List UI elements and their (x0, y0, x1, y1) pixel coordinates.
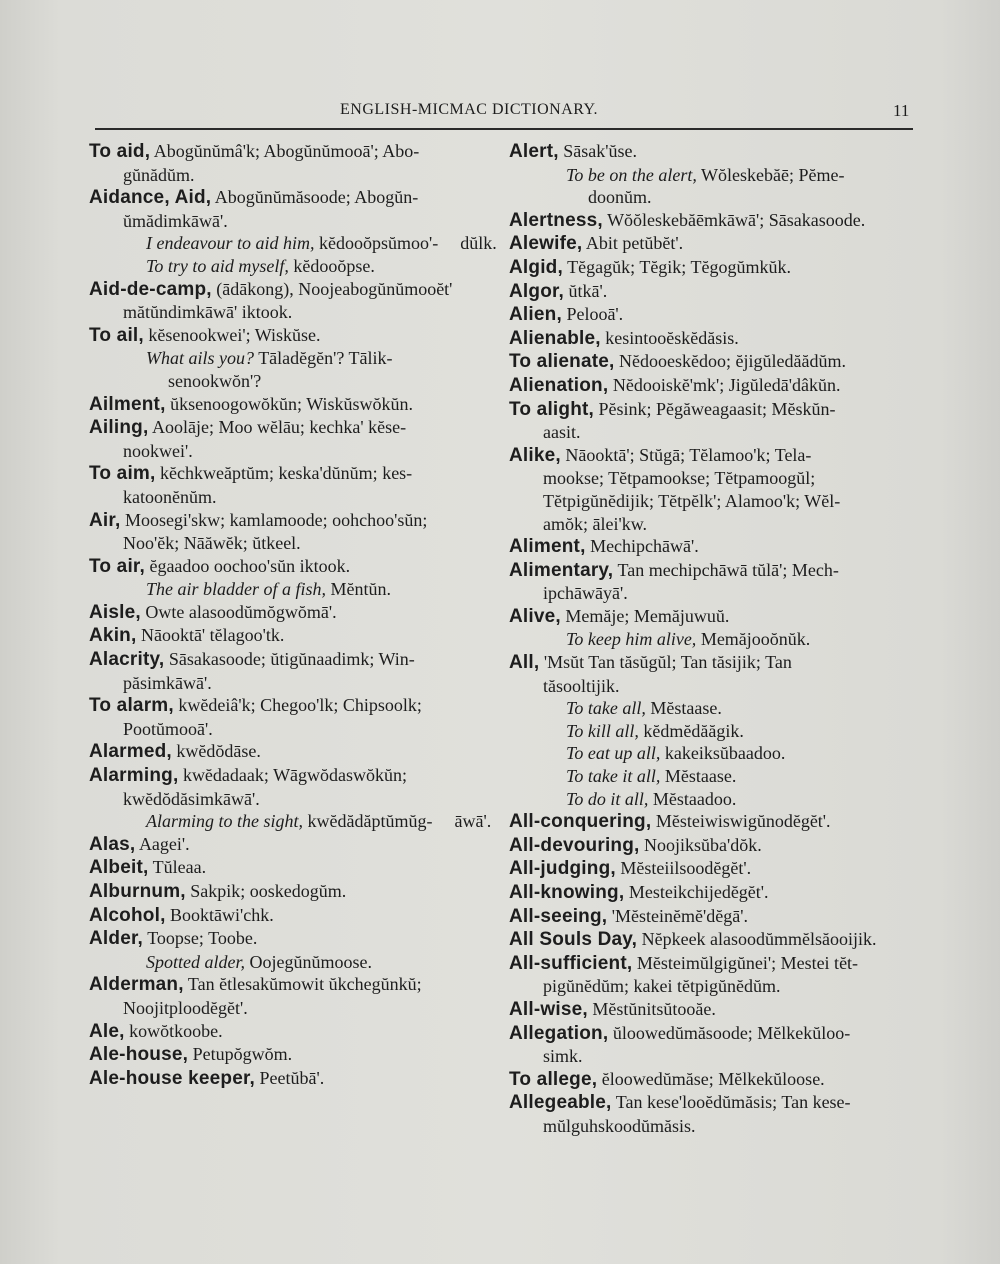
entry-headword: All-sufficient, (509, 952, 633, 974)
dictionary-entry (90, 624, 500, 648)
entry-headword: To allege, (509, 1068, 598, 1090)
dictionary-entry (90, 904, 500, 928)
page-number: 11 (893, 101, 910, 120)
dictionary-entry (510, 605, 922, 629)
definition-text: kowŏtkoobe. (129, 1020, 223, 1041)
dictionary-entry (90, 1067, 500, 1091)
definition-text: Pelooā'. (566, 304, 624, 325)
dictionary-entry (90, 648, 500, 694)
dictionary-entry (90, 555, 500, 579)
definition-text: Petupŏgwŏm. (192, 1044, 293, 1065)
entry-headword: Alas, (89, 833, 136, 855)
dictionary-entry (90, 764, 500, 810)
left-column (90, 140, 500, 1090)
dictionary-entry (90, 927, 500, 951)
entry-headword: To aim, (89, 463, 156, 485)
definition-continuation: pigŭnĕdŭm; kakei tĕtpigŭnĕdŭm. (543, 976, 781, 997)
definition-text: kakeiksŭbaadoo. (664, 743, 786, 764)
entry-headword: To aid, (89, 141, 151, 162)
dictionary-entry (510, 1022, 922, 1068)
definition-continuation: senookwŏn'? (168, 370, 262, 391)
example-english: To take all, (566, 698, 646, 719)
definition-text: kĕdooŏpsŭmoo'- (318, 233, 439, 254)
example-phrase (510, 742, 922, 765)
definition-text: Mĕsteimŭlgigŭnei'; Mestei tĕt- (636, 952, 859, 973)
entry-headword: All-wise, (509, 998, 588, 1020)
dictionary-entry (510, 327, 922, 351)
entry-headword: Aid-de-camp, (89, 278, 212, 300)
running-head: ENGLISH-MICMAC DICTIONARY. (340, 101, 599, 118)
entry-headword: Aidance, Aid, (89, 187, 212, 209)
definition-text: Aoolāje; Moo wĕlāu; kechka' kĕse- (151, 417, 407, 438)
example-phrase (90, 951, 500, 974)
dictionary-entry (510, 535, 922, 559)
definition-text: Sāsakasoode; ŭtigŭnaadimk; Win- (168, 649, 415, 670)
entry-headword: All-knowing, (509, 882, 625, 903)
definition-continuation: dŭlk. (460, 233, 497, 254)
definition-continuation: amŏk; ālei'kw. (543, 513, 648, 534)
entry-headword: All-seeing, (509, 905, 608, 927)
definition-text: Memăjooŏnŭk. (700, 629, 811, 650)
dictionary-entry (510, 209, 922, 233)
definition-text: (ādākong), Noojeabogŭnŭmooĕt' (216, 278, 453, 299)
dictionary-entry (90, 393, 500, 417)
definition-continuation: Tĕtpigŭnĕdijik; Tĕtpĕlk'; Alamoo'k; Wĕl- (543, 490, 841, 511)
entry-headword: Alarming, (89, 765, 179, 787)
definition-text: Tan kese'looĕdŭmăsis; Tan kese- (615, 1092, 851, 1113)
definition-continuation: nookwei'. (123, 440, 193, 461)
example-phrase (90, 810, 500, 833)
dictionary-entry (90, 278, 500, 324)
dictionary-entry (510, 834, 922, 858)
entry-headword: Ailment, (89, 393, 166, 415)
definition-text: kĕsenookwei'; Wiskŭse. (148, 324, 321, 345)
definition-text: Mechipchāwā'. (590, 536, 699, 557)
example-english: To eat up all, (566, 743, 661, 764)
entry-headword: Alderman, (89, 974, 184, 996)
definition-text: Aagei'. (138, 833, 190, 854)
entry-headword: Ale, (89, 1020, 125, 1042)
dictionary-entry (510, 952, 922, 998)
dictionary-entry (90, 740, 500, 764)
definition-text: Abit petŭbĕt'. (585, 233, 684, 254)
entry-headword: Allegation, (509, 1022, 609, 1044)
example-phrase (510, 628, 922, 651)
example-english: To do it all, (566, 788, 649, 809)
definition-continuation: doonŭm. (588, 187, 652, 208)
entry-headword: Alarmed, (89, 741, 172, 763)
definition-text: Mĕsteiwiswigŭnodĕgĕt'. (655, 811, 831, 832)
definition-continuation: simk. (543, 1046, 583, 1067)
entry-headword: Alert, (509, 141, 559, 162)
definition-text: ŭksenoogowŏkŭn; Wiskŭswŏkŭn. (170, 393, 414, 414)
definition-text: kwĕdădăptŭmŭg- (307, 811, 433, 832)
dictionary-entry (510, 881, 922, 905)
definition-text: Tŭleaa. (152, 857, 207, 878)
definition-text: 'Mĕsteinĕmĕ'dĕgā'. (611, 905, 748, 926)
right-column (510, 140, 922, 1138)
dictionary-entry (90, 1043, 500, 1067)
example-english: To kill all, (566, 720, 639, 741)
definition-text: Tan ĕtlesakŭmowit ŭkchegŭnkŭ; (187, 974, 422, 995)
definition-text: Nĕdooiskĕ'mk'; Jigŭledā'dâkŭn. (612, 374, 841, 395)
example-phrase (90, 347, 500, 392)
definition-text: kĕchkweăptŭm; keska'dŭnŭm; kes- (160, 463, 413, 484)
dictionary-entry (510, 651, 922, 697)
definition-text: Abogŭnŭmăsoode; Abogŭn- (214, 187, 419, 208)
entry-headword: All-judging, (509, 858, 616, 880)
definition-text: Mĕstŭnitsŭtooăe. (592, 998, 716, 1019)
entry-headword: Alertness, (509, 209, 603, 231)
definition-continuation: āwā'. (454, 811, 492, 832)
definition-text: ŭtkā'. (568, 280, 608, 301)
definition-text: Oojegŭnŭmoose. (249, 951, 372, 972)
entry-headword: To alienate, (509, 351, 615, 373)
example-english: To try to aid myself, (146, 255, 289, 276)
entry-headword: To air, (89, 555, 145, 577)
example-english: The air bladder of a fish, (146, 579, 327, 600)
dictionary-entry (510, 256, 922, 280)
definition-text: Mĕstaase. (650, 698, 722, 719)
entry-headword: Alive, (509, 605, 561, 627)
dictionary-entry (510, 444, 922, 535)
definition-text: Wŏŏleskebăēmkāwā'; Sāsakasoode. (607, 209, 866, 230)
definition-text: kwĕdadaak; Wāgwŏdaswŏkŭn; (182, 765, 408, 786)
definition-continuation: mŭlguhskoodŭmăsis. (543, 1115, 696, 1136)
dictionary-entry (90, 1020, 500, 1044)
dictionary-entry (510, 350, 922, 374)
example-phrase (510, 788, 922, 811)
definition-text: Mĕstaadoo. (652, 788, 737, 809)
entry-headword: Alienable, (509, 327, 601, 349)
definition-text: Nāooktā' tĕlagoo'tk. (140, 625, 285, 646)
example-english: To be on the alert, (566, 164, 697, 185)
dictionary-entry (90, 694, 500, 740)
example-phrase (510, 697, 922, 720)
dictionary-entry (510, 232, 922, 256)
dictionary-entry (510, 857, 922, 881)
entry-headword: All-devouring, (509, 834, 640, 856)
definition-text: Tāladĕgĕn'? Tālik- (258, 348, 393, 369)
entry-headword: Alewife, (509, 233, 583, 255)
dictionary-entry (510, 280, 922, 304)
definition-text: Mĕstaase. (664, 766, 737, 787)
dictionary-entry (90, 324, 500, 348)
dictionary-entry (90, 416, 500, 462)
definition-continuation: aasit. (543, 422, 581, 443)
entry-headword: Alder, (89, 928, 143, 950)
definition-text: Nĕdooeskĕdoo; ĕjigŭledăădŭm. (619, 351, 846, 372)
dictionary-entry (510, 810, 922, 834)
definition-text: Wŏleskebăē; Pĕme- (701, 164, 845, 185)
dictionary-entry (510, 1091, 922, 1137)
dictionary-entry (90, 509, 500, 555)
entry-headword: Alienation, (509, 374, 609, 396)
definition-text: 'Msŭt Tan tăsŭgŭl; Tan tăsijik; Tan (543, 652, 792, 673)
entry-headword: Alburnum, (89, 881, 186, 902)
definition-text: ĕgaadoo oochoo'sŭn iktook. (149, 555, 351, 576)
dictionary-entry (90, 186, 500, 232)
entry-headword: Alacrity, (89, 649, 165, 671)
example-phrase (510, 720, 922, 743)
definition-text: kwĕdŏdāse. (176, 741, 261, 762)
dictionary-entry (510, 928, 922, 952)
definition-text: Booktāwi'chk. (170, 904, 274, 925)
example-phrase (90, 255, 500, 278)
definition-continuation: katoonĕnŭm. (123, 486, 217, 507)
definition-text: kwĕdeiâ'k; Chegoo'lk; Chipsoolk; (178, 695, 422, 716)
entry-headword: Ailing, (89, 417, 149, 439)
example-english: What ails you? (146, 348, 254, 369)
entry-headword: Aliment, (509, 536, 586, 558)
header-rule (95, 128, 913, 130)
definition-text: kesintooĕskĕdăsis. (605, 327, 739, 348)
definition-continuation: Noo'ĕk; Nāăwĕk; ŭtkeel. (123, 533, 301, 554)
definition-text: ŭloowedŭmăsoode; Mĕlkekŭloo- (612, 1022, 851, 1043)
definition-text: Mĕsteiilsoodĕgĕt'. (620, 858, 752, 879)
definition-text: Abogŭnŭmâ'k; Abogŭnŭmooā'; Abo- (153, 141, 420, 161)
entry-headword: All, (509, 652, 540, 674)
entry-headword: All Souls Day, (509, 929, 638, 951)
entry-headword: Akin, (89, 625, 137, 647)
definition-text: Noojiksŭba'dŏk. (644, 834, 762, 855)
definition-text: kĕdmĕdăăgik. (643, 720, 744, 741)
dictionary-entry (90, 833, 500, 857)
definition-continuation: Pootŭmooā'. (123, 718, 213, 739)
example-phrase (90, 578, 500, 601)
definition-text: Sāsak'ŭse. (563, 141, 638, 161)
definition-continuation: gŭnădŭm. (123, 164, 195, 185)
dictionary-entry (510, 140, 922, 164)
definition-text: Tĕgagŭk; Tĕgik; Tĕgogŭmkŭk. (567, 256, 791, 277)
entry-headword: Air, (89, 509, 121, 531)
definition-text: kĕdooŏpse. (293, 255, 375, 276)
definition-text: Mĕntŭn. (330, 579, 392, 600)
entry-headword: Aisle, (89, 601, 141, 623)
definition-continuation: Noojitploodĕgĕt'. (123, 997, 248, 1018)
entry-headword: To alight, (509, 398, 595, 420)
dictionary-entry (510, 905, 922, 929)
dictionary-entry (90, 880, 500, 904)
definition-continuation: mookse; Tĕtpamookse; Tĕtpamoogŭl; (543, 468, 816, 489)
definition-continuation: ipchāwāyā'. (543, 583, 628, 604)
entry-headword: To alarm, (89, 695, 174, 717)
entry-headword: Algor, (509, 280, 565, 302)
dictionary-entry (510, 398, 922, 444)
definition-text: Peetŭbā'. (259, 1067, 325, 1088)
definition-continuation: mătŭndimkāwā' iktook. (123, 302, 293, 323)
entry-headword: Ale-house, (89, 1044, 189, 1066)
example-english: Spotted alder, (146, 951, 245, 972)
entry-headword: Alimentary, (509, 559, 614, 581)
definition-text: Moosegi'skw; kamlamoode; oohchoo'sŭn; (124, 509, 428, 530)
entry-headword: Ale-house keeper, (89, 1067, 256, 1089)
dictionary-entry (510, 998, 922, 1022)
example-english: Alarming to the sight, (146, 811, 303, 832)
entry-headword: Alike, (509, 444, 561, 466)
definition-continuation: kwĕdŏdăsimkāwā'. (123, 788, 260, 809)
definition-continuation: ŭmădimkāwā'. (123, 210, 228, 231)
definition-text: Memăje; Memăjuwuŭ. (565, 605, 730, 626)
entry-headword: Algid, (509, 256, 563, 278)
dictionary-entry (510, 374, 922, 398)
entry-headword: To ail, (89, 324, 144, 346)
definition-continuation: păsimkāwā'. (123, 672, 212, 693)
entry-headword: Alien, (509, 304, 562, 326)
example-english: To keep him alive, (566, 629, 697, 650)
dictionary-entry (510, 559, 922, 605)
definition-text: Sakpik; ooskedogŭm. (190, 881, 347, 901)
definition-text: Toopse; Toobe. (147, 928, 258, 949)
dictionary-entry (90, 601, 500, 625)
dictionary-entry (510, 303, 922, 327)
definition-continuation: tăsooltijik. (543, 675, 620, 696)
example-english: I endeavour to aid him, (146, 233, 315, 254)
entry-headword: All-conquering, (509, 811, 652, 833)
entry-headword: Allegeable, (509, 1092, 612, 1114)
dictionary-entry (90, 462, 500, 508)
definition-text: ĕloowedŭmăse; Mĕlkekŭloose. (601, 1068, 825, 1089)
entry-headword: Alcohol, (89, 904, 166, 926)
definition-text: Mesteikchijedĕgĕt'. (628, 882, 769, 902)
definition-text: Owte alasoodŭmŏgwŏmā'. (145, 601, 337, 622)
definition-text: Nĕpkeek alasoodŭmmĕlsăooijik. (641, 929, 877, 950)
example-english: To take it all, (566, 766, 661, 787)
example-phrase (510, 164, 922, 209)
definition-text: Tan mechipchāwā tŭlā'; Mech- (617, 559, 839, 580)
example-phrase (90, 232, 500, 255)
definition-text: Pĕsink; Pĕgăweagaasit; Mĕskŭn- (598, 398, 836, 419)
dictionary-entry (510, 1068, 922, 1092)
entry-headword: Albeit, (89, 857, 149, 879)
dictionary-entry (90, 973, 500, 1019)
dictionary-entry (90, 140, 500, 186)
definition-text: Nāooktā'; Stŭgā; Tĕlamoo'k; Tela- (565, 444, 812, 465)
dictionary-entry (90, 856, 500, 880)
example-phrase (510, 765, 922, 788)
